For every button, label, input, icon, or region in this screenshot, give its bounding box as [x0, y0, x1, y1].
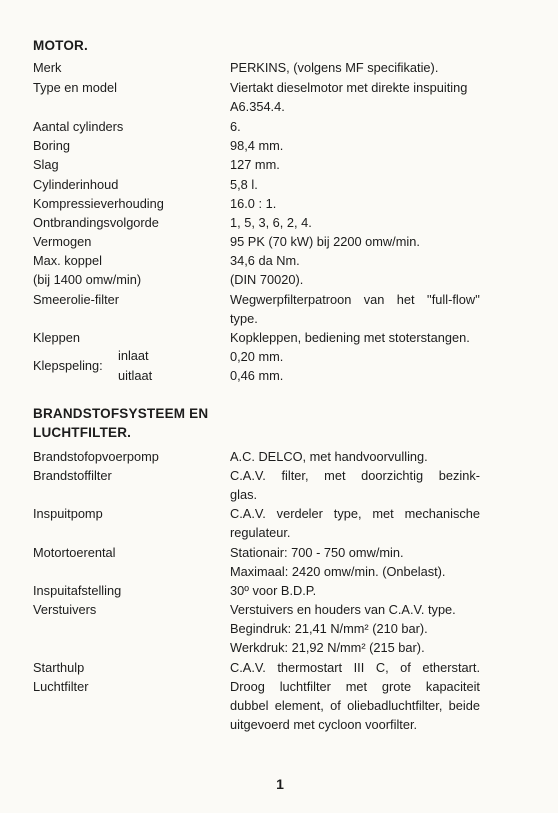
spec-value: Kopkleppen, bediening met stoterstangen.: [230, 330, 470, 345]
spec-value: Viertakt dieselmotor met direkte inspuiting: [230, 80, 468, 95]
spec-label: Starthulp: [33, 660, 85, 675]
spec-value: Verstuivers en houders van C.A.V. type.: [230, 602, 456, 617]
klepspeling-uitlaat-value: 0,46 mm.: [230, 368, 284, 383]
spec-value: 34,6 da Nm.: [230, 253, 300, 268]
spec-value: A.C. DELCO, met handvoorvulling.: [230, 449, 428, 464]
spec-label: Aantal cylinders: [33, 119, 124, 134]
spec-label: Merk: [33, 60, 62, 75]
spec-value: Droog luchtfilter met grote kapaciteit: [230, 679, 480, 694]
spec-label: Brandstofopvoerpomp: [33, 449, 159, 464]
spec-value: (DIN 70020).: [230, 272, 304, 287]
spec-label: Vermogen: [33, 234, 92, 249]
spec-value: 16.0 : 1.: [230, 196, 277, 211]
spec-label: (bij 1400 omw/min): [33, 272, 142, 287]
spec-value: 98,4 mm.: [230, 138, 284, 153]
spec-value: type.: [230, 311, 258, 326]
spec-label: Boring: [33, 138, 70, 153]
spec-label: Inspuitpomp: [33, 506, 103, 521]
spec-value: dubbel element, of oliebadluchtfilter, beide: [230, 698, 480, 713]
spec-label: Max. koppel: [33, 253, 102, 268]
spec-value: 30º voor B.D.P.: [230, 583, 317, 598]
spec-value: Wegwerpfilterpatroon van het ''full-flow'': [230, 292, 480, 307]
spec-value: 1, 5, 3, 6, 2, 4.: [230, 215, 312, 230]
spec-value: Stationair: 700 - 750 omw/min.: [230, 545, 404, 560]
spec-value: glas.: [230, 487, 258, 502]
klepspeling-inlaat-label: inlaat: [118, 348, 149, 363]
spec-label: Kleppen: [33, 330, 80, 345]
spec-label: Slag: [33, 157, 59, 172]
spec-value: Maximaal: 2420 omw/min. (Onbelast).: [230, 564, 446, 579]
spec-value: 127 mm.: [230, 157, 280, 172]
spec-value: regulateur.: [230, 525, 291, 540]
fuel-heading-line1: BRANDSTOFSYSTEEM EN: [33, 406, 209, 421]
spec-label: Inspuitafstelling: [33, 583, 122, 598]
spec-label: Brandstoffilter: [33, 468, 112, 483]
spec-value: 5,8 l.: [230, 177, 258, 192]
spec-value: C.A.V. filter, met doorzichtig bezink-: [230, 468, 480, 483]
spec-label: Kompressieverhouding: [33, 196, 164, 211]
spec-label: Motortoerental: [33, 545, 116, 560]
spec-value: A6.354.4.: [230, 99, 285, 114]
spec-label: Cylinderinhoud: [33, 177, 119, 192]
spec-value: Begindruk: 21,41 N/mm² (210 bar).: [230, 621, 428, 636]
klepspeling-inlaat-value: 0,20 mm.: [230, 349, 284, 364]
fuel-heading-line2: LUCHTFILTER.: [33, 425, 132, 440]
spec-value: uitgevoerd met cycloon voorfilter.: [230, 717, 418, 732]
spec-label: Verstuivers: [33, 602, 97, 617]
spec-label: Luchtfilter: [33, 679, 89, 694]
spec-value: Werkdruk: 21,92 N/mm² (215 bar).: [230, 640, 425, 655]
spec-label: Type en model: [33, 80, 117, 95]
spec-value: PERKINS, (volgens MF specifikatie).: [230, 60, 439, 75]
klepspeling-uitlaat-label: uitlaat: [118, 368, 153, 383]
spec-value: C.A.V. verdeler type, met mechanische: [230, 506, 480, 521]
spec-value: 95 PK (70 kW) bij 2200 omw/min.: [230, 234, 420, 249]
spec-label: Ontbrandingsvolgorde: [33, 215, 159, 230]
klepspeling-label: Klepspeling:: [33, 358, 103, 373]
spec-label: Smeerolie-filter: [33, 292, 120, 307]
motor-heading: MOTOR.: [33, 38, 88, 53]
spec-value: C.A.V. thermostart III C, of etherstart.: [230, 660, 480, 675]
spec-value: 6.: [230, 119, 241, 134]
page-number: 1: [276, 776, 284, 792]
